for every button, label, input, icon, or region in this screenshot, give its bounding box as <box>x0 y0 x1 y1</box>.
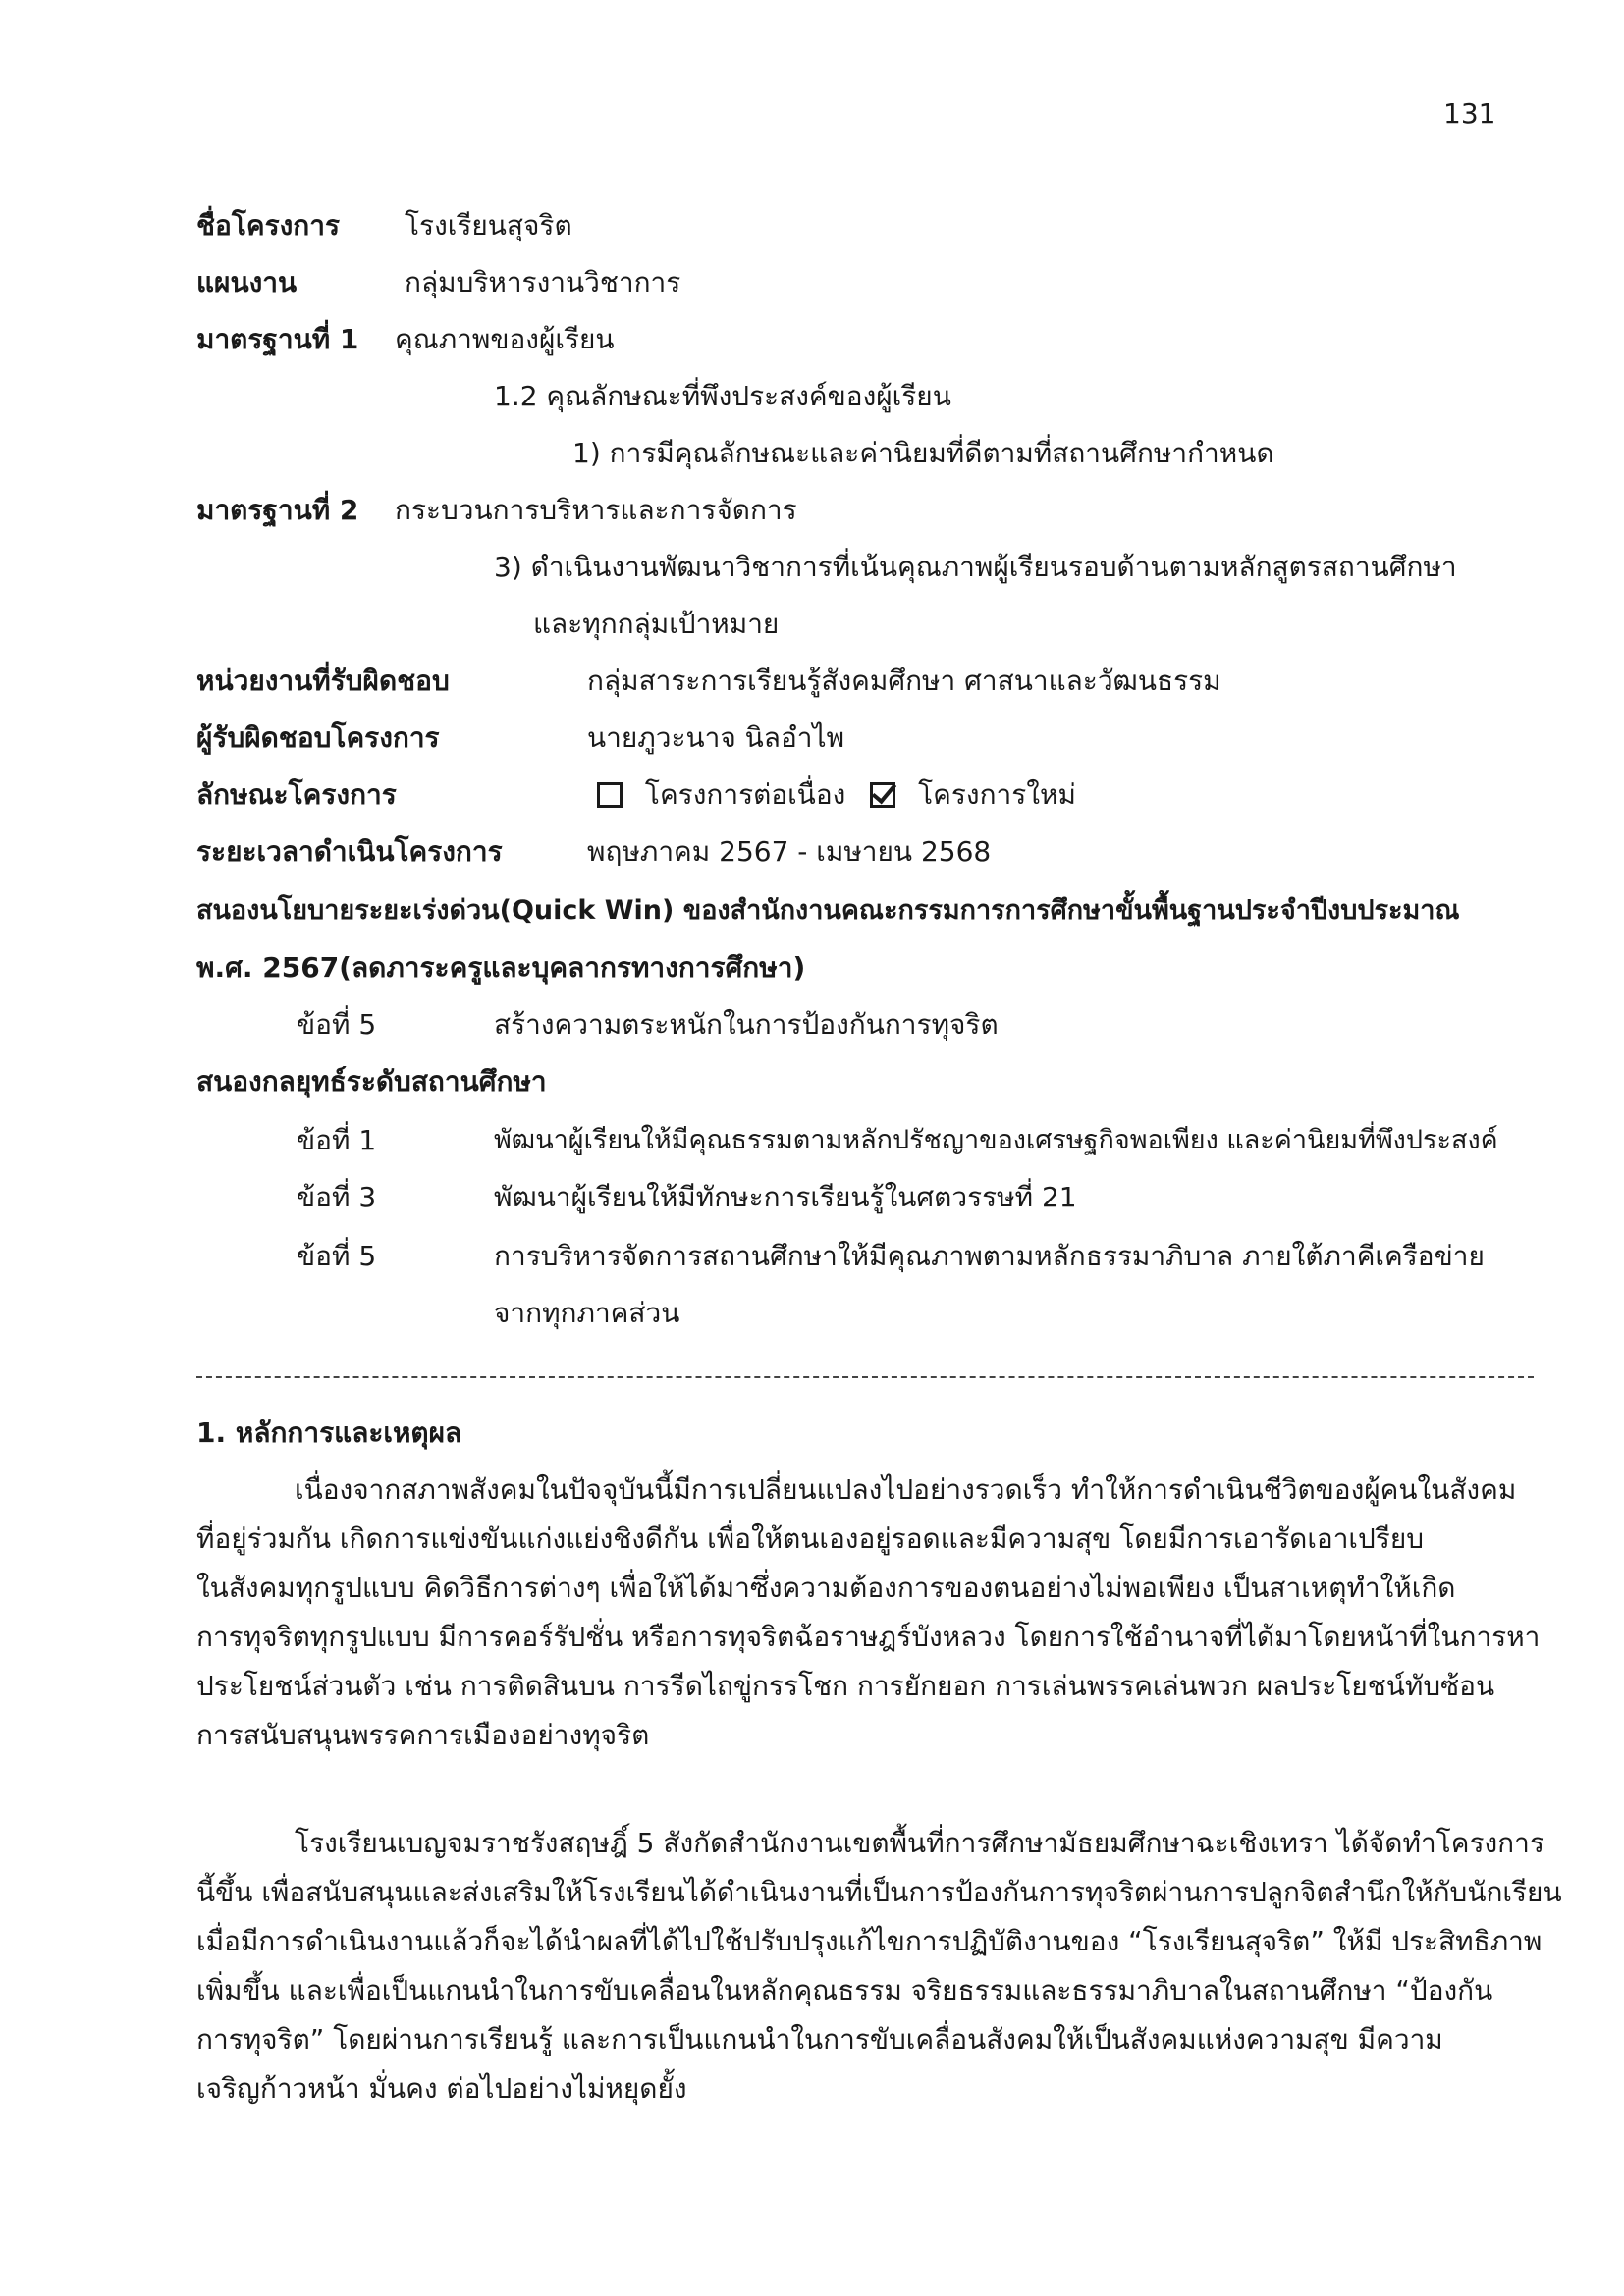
paragraph-line: เมื่อมีการดำเนินงานแล้วก็จะได้นำผลที่ได้ไปใช้ปรับปรุงแก้ไขการปฏิบัติงานของ “โรงเรียนสุจริต” ให้มี ประสิทธิภาพ <box>196 1925 1543 1957</box>
standard2-sub-line1: 3) ดำเนินงานพัฒนาวิชาการที่เน้นคุณภาพผู้เรียนรอบด้านตามหลักสูตรสถานศึกษา <box>494 551 1457 583</box>
project-value: โรงเรียนสุจริต <box>405 209 572 241</box>
standard1-value: คุณภาพของผู้เรียน <box>395 323 615 355</box>
unit-label: หน่วยงานที่รับผิดชอบ <box>196 665 450 697</box>
paragraph-line: เนื่องจากสภาพสังคมในปัจจุบันนี้มีการเปลี่ยนแปลงไปอย่างรวดเร็ว ทำให้การดำเนินชีวิตของผู้คนในสังคม <box>295 1473 1517 1506</box>
policy-title-line1: สนองนโยบายระยะเร่งด่วน(Quick Win) ของสำนักงานคณะกรรมการการศึกษาขั้นพื้นฐานประจำปีงบประมาณ <box>196 895 1460 926</box>
strategy-item-text: พัฒนาผู้เรียนให้มีทักษะการเรียนรู้ในศตวรรษที่ 21 <box>494 1181 1077 1213</box>
strategy-item-label: ข้อที่ 5 <box>297 1240 377 1272</box>
owner-value: นายภูวะนาจ นิลอำไพ <box>587 721 845 754</box>
period-value: พฤษภาคม 2567 - เมษายน 2568 <box>587 835 992 868</box>
standard1-subsub: 1) การมีคุณลักษณะและค่านิยมที่ดีตามที่สถานศึกษากำหนด <box>572 437 1274 469</box>
standard1-sub: 1.2 คุณลักษณะที่พึงประสงค์ของผู้เรียน <box>494 380 951 412</box>
period-label: ระยะเวลาดำเนินโครงการ <box>196 835 503 868</box>
paragraph-line: ประโยชน์ส่วนตัว เช่น การติดสินบน การรีดไถขู่กรรโชก การยักยอก การเล่นพรรคเล่นพวก ผลประโยชน์ทับซ้อน <box>196 1670 1495 1702</box>
strategy-item-text: พัฒนาผู้เรียนให้มีคุณธรรมตามหลักปรัชญาของเศรษฐกิจพอเพียง และค่านิยมที่พึงประสงค์ <box>494 1125 1498 1155</box>
policy-item-text: สร้างความตระหนักในการป้องกันการทุจริต <box>494 1008 999 1041</box>
strategy-item-label: ข้อที่ 1 <box>297 1124 377 1156</box>
page-number: 131 <box>1443 97 1496 130</box>
strategy-item-text-cont: จากทุกภาคส่วน <box>494 1297 680 1329</box>
policy-item-label: ข้อที่ 5 <box>297 1008 377 1041</box>
paragraph-line: ในสังคมทุกรูปแบบ คิดวิธีการต่างๆ เพื่อให้ได้มาซึ่งความต้องการของตนอย่างไม่พอเพียง เป็นสาเหตุทำให้เกิด <box>196 1572 1456 1604</box>
paragraph-line: การทุจริตทุกรูปแบบ มีการคอร์รัปชั่น หรือการทุจริตฉ้อราษฎร์บังหลวง โดยการใช้อำนาจที่ได้มาโดยหน้าที่ในการหา <box>196 1621 1541 1653</box>
owner-label: ผู้รับผิดชอบโครงการ <box>196 721 440 754</box>
paragraph-line: ที่อยู่ร่วมกัน เกิดการแข่งขันแก่งแย่งชิงดีกัน เพื่อให้ตนเองอยู่รอดและมีความสุข โดยมีการเอารัดเอาเปรียบ <box>196 1522 1424 1555</box>
strategy-item-text: การบริหารจัดการสถานศึกษาให้มีคุณภาพตามหลักธรรมาภิบาล ภายใต้ภาคีเครือข่าย <box>494 1240 1485 1272</box>
continuing-label: โครงการต่อเนื่อง <box>644 778 846 811</box>
policy-title-line2: พ.ศ. 2567(ลดภาระครูและบุคลากรทางการศึกษา) <box>196 951 806 984</box>
paragraph-line: เจริญก้าวหน้า มั่นคง ต่อไปอย่างไม่หยุดยั้ง <box>196 2072 687 2105</box>
new-project-checkbox[interactable] <box>870 782 895 808</box>
plan-value: กลุ่มบริหารงานวิชาการ <box>405 266 681 298</box>
unit-value: กลุ่มสาระการเรียนรู้สังคมศึกษา ศาสนาและวัฒนธรรม <box>587 665 1221 697</box>
standard2-label: มาตรฐานที่ 2 <box>196 494 359 526</box>
section1-paragraph2 <box>196 1819 1562 2113</box>
section1-paragraph1 <box>196 1466 1541 1760</box>
continuing-checkbox[interactable] <box>597 782 623 808</box>
standard2-value: กระบวนการบริหารและการจัดการ <box>395 494 797 526</box>
strategy-item-label: ข้อที่ 3 <box>297 1181 377 1213</box>
paragraph-line: โรงเรียนเบญจมราชรังสฤษฎิ์ 5 สังกัดสำนักงานเขตพื้นที่การศึกษามัธยมศึกษาฉะเชิงเทรา ได้จัดทำโครงการ <box>295 1827 1544 1859</box>
section1-title: 1. หลักการและเหตุผล <box>196 1416 462 1449</box>
dashed-divider <box>196 1376 1534 1378</box>
standard2-sub-line2: และทุกกลุ่มเป้าหมาย <box>533 608 780 640</box>
new-project-label: โครงการใหม่ <box>918 778 1076 811</box>
paragraph-line: การสนับสนุนพรรคการเมืองอย่างทุจริต <box>196 1719 650 1751</box>
project-type-label: ลักษณะโครงการ <box>196 778 397 811</box>
project-type-options <box>597 775 1076 815</box>
paragraph-line: นี้ขึ้น เพื่อสนับสนุนและส่งเสริมให้โรงเรียนได้ดำเนินงานที่เป็นการป้องกันการทุจริตผ่านการปลูกจิตสำนึกให้กับนักเรียน <box>196 1876 1562 1908</box>
plan-label: แผนงาน <box>196 266 298 298</box>
project-label: ชื่อโครงการ <box>196 209 341 241</box>
standard1-label: มาตรฐานที่ 1 <box>196 323 359 355</box>
paragraph-line: เพิ่มขึ้น และเพื่อเป็นแกนนำในการขับเคลื่อนในหลักคุณธรรม จริยธรรมและธรรมาภิบาลในสถานศึกษา “ป้องกัน <box>196 1974 1493 2006</box>
strategy-title: สนองกลยุทธ์ระดับสถานศึกษา <box>196 1065 547 1097</box>
paragraph-line: การทุจริต” โดยผ่านการเรียนรู้ และการเป็นแกนนำในการขับเคลื่อนสังคมให้เป็นสังคมแห่งความสุข มีความ <box>196 2023 1443 2056</box>
